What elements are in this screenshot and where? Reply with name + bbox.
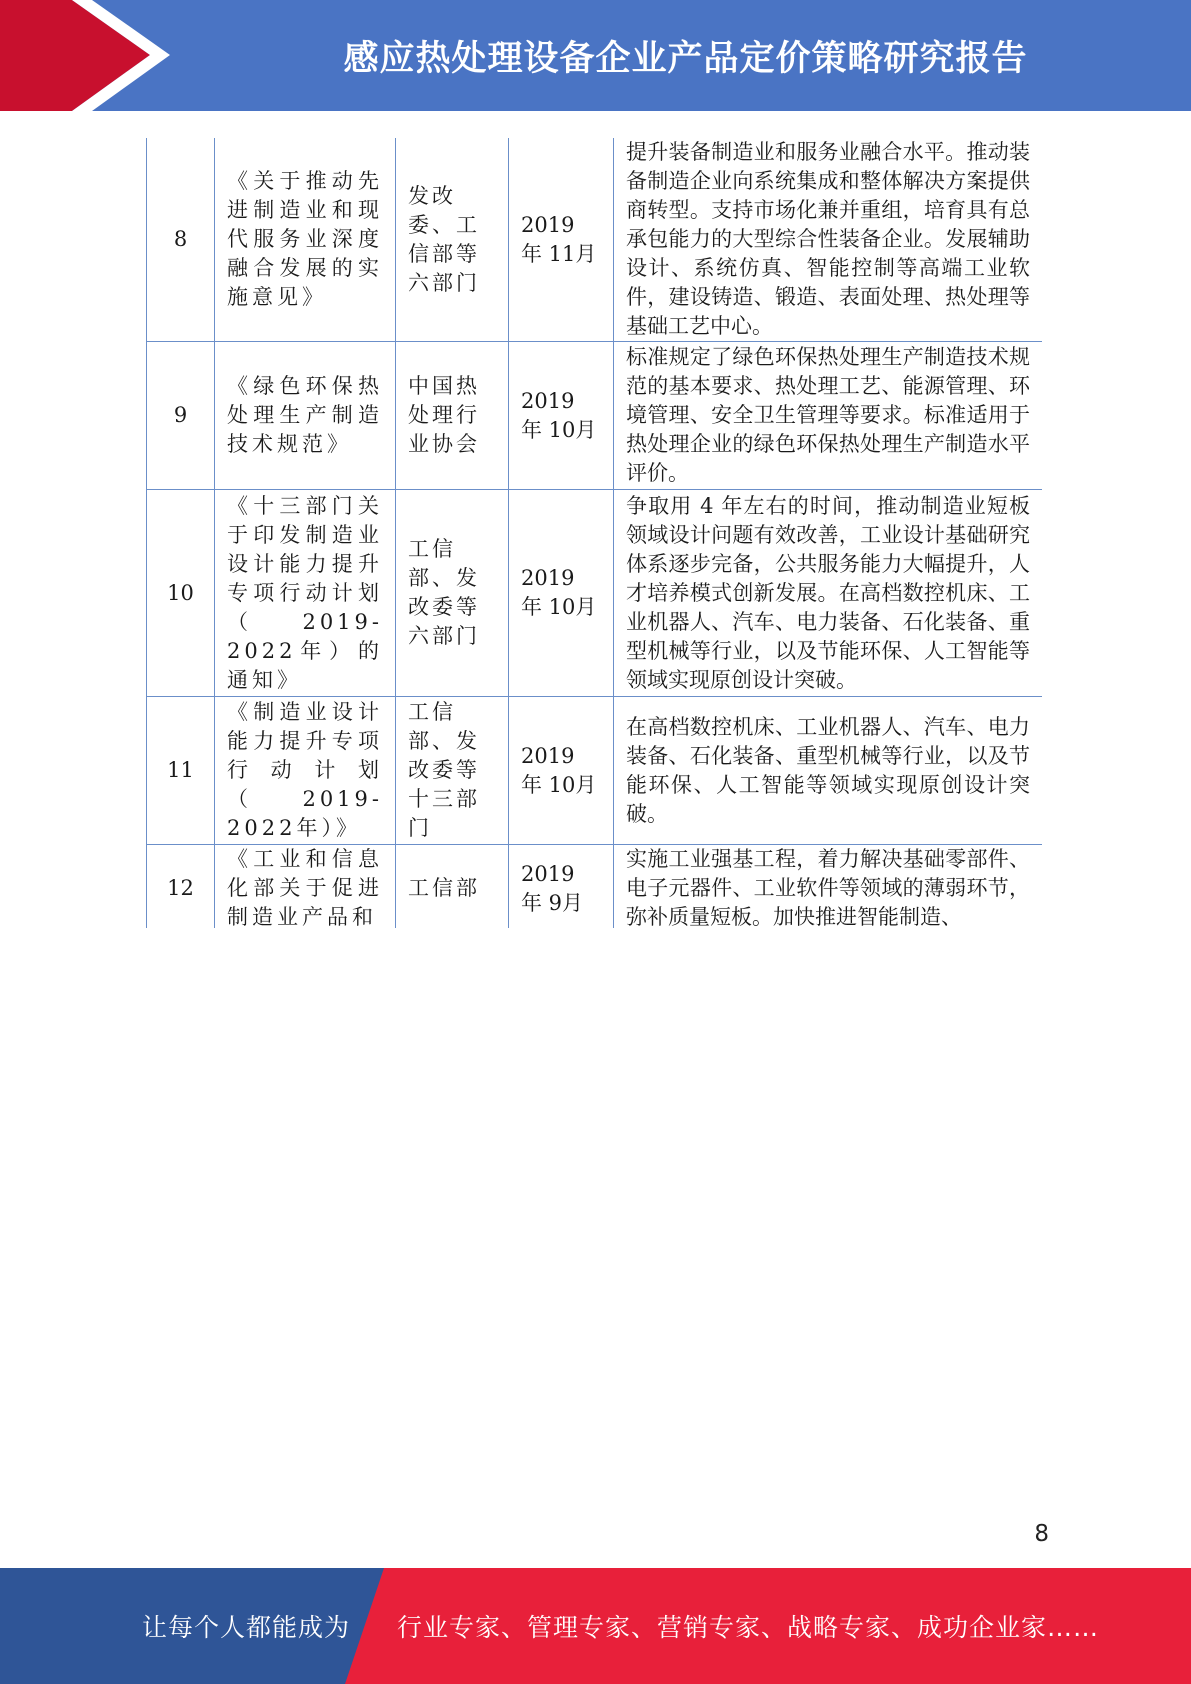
row-number: 10 [147,490,215,697]
policy-table [146,138,1042,928]
issue-date: 2019 年 10月 [509,342,614,490]
table-row [147,138,1043,342]
policy-name: 《工业和信息化部关于促进制造业产品和 [215,845,396,929]
table-row [147,342,1043,490]
policy-name: 《十三部门关于印发制造业设计能力提升专项行动计划（2019-2022年）的通知》 [215,490,396,697]
page-number: 8 [1034,1521,1049,1547]
table-row [147,490,1043,697]
policy-name: 《绿色环保热处理生产制造技术规范》 [215,342,396,490]
issuing-department: 工信部、发改委等十三部门 [396,697,509,845]
issuing-department: 工信部、发改委等六部门 [396,490,509,697]
policy-name: 《制造业设计能力提升专项行动计划（2019-2022年）》 [215,697,396,845]
issue-date: 2019 年 10月 [509,490,614,697]
row-number: 12 [147,845,215,929]
footer-banner [0,1568,1191,1684]
policy-table-container [146,138,1042,928]
footer-slogan-left: 让每个人都能成为 [142,1613,351,1642]
issue-date: 2019 年 10月 [509,697,614,845]
row-number: 9 [147,342,215,490]
policy-description: 标准规定了绿色环保热处理生产制造技术规范的基本要求、热处理工艺、能源管理、环境管理、安全卫生管理等要求。标准适用于热处理企业的绿色环保热处理生产制造水平评价。 [614,342,1043,490]
issuing-department: 工信部 [396,845,509,929]
issuing-department: 中国热处理行业协会 [396,342,509,490]
footer-slogan-right: 行业专家、管理专家、营销专家、战略专家、成功企业家…… [397,1613,1100,1642]
report-title: 感应热处理设备企业产品定价策略研究报告 [343,38,1028,79]
policy-description: 实施工业强基工程，着力解决基础零部件、电子元器件、工业软件等领域的薄弱环节，弥补质量短板。加快推进智能制造、 [614,845,1043,929]
table-row [147,845,1043,929]
row-number: 11 [147,697,215,845]
policy-name: 《关于推动先进制造业和现代服务业深度融合发展的实施意见》 [215,138,396,342]
row-number: 8 [147,138,215,342]
table-row [147,697,1043,845]
issuing-department: 发改委、工信部等六部门 [396,138,509,342]
policy-description: 提升装备制造业和服务业融合水平。推动装备制造企业向系统集成和整体解决方案提供商转型。支持市场化兼并重组，培育具有总承包能力的大型综合性装备企业。发展辅助设计、系统仿真、智能控制等高端工业软件，建设铸造、锻造、表面处理、热处理等基础工艺中心。 [614,138,1043,342]
policy-description: 在高档数控机床、工业机器人、汽车、电力装备、石化装备、重型机械等行业，以及节能环保、人工智能等领域实现原创设计突破。 [614,697,1043,845]
issue-date: 2019 年 9月 [509,845,614,929]
header-banner [0,0,1191,111]
issue-date: 2019 年 11月 [509,138,614,342]
policy-description: 争取用 4 年左右的时间，推动制造业短板领域设计问题有效改善，工业设计基础研究体系逐步完备，公共服务能力大幅提升，人才培养模式创新发展。在高档数控机床、工业机器人、汽车、电力装备、石化装备、重型机械等行业，以及节能环保、人工智能等领域实现原创设计突破。 [614,490,1043,697]
